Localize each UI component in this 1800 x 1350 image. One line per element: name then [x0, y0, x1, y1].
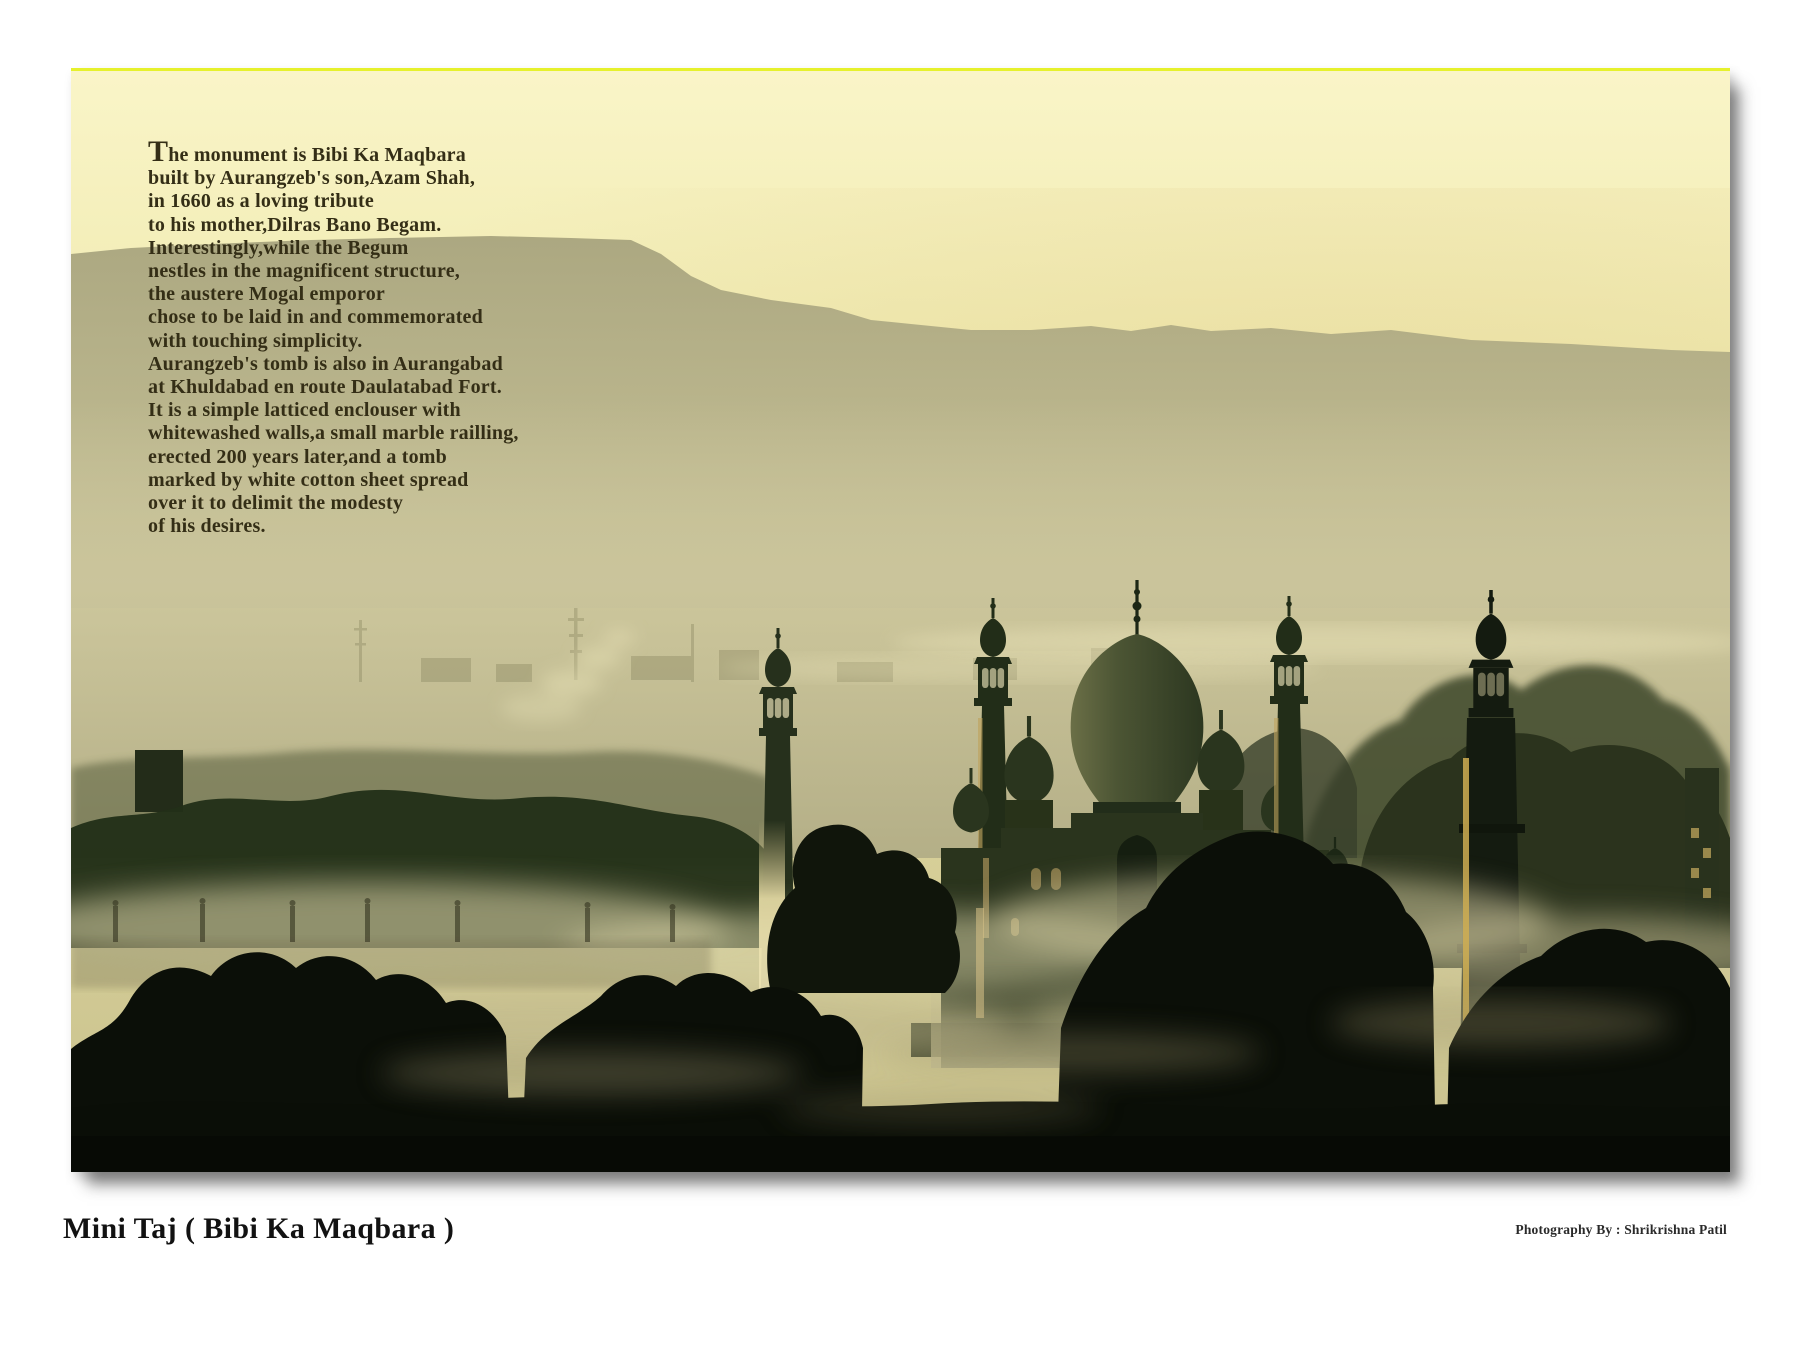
overlay-line: Interestingly,while the Begum [148, 236, 409, 259]
overlay-line: over it to delimit the modesty [148, 492, 404, 515]
photo-top-edge-line [71, 68, 1730, 71]
overlay-line: erected 200 years later,and a tomb [148, 445, 447, 468]
photo-overlay-text [148, 135, 708, 538]
bottom-band-dark [71, 1136, 1730, 1172]
photography-credit: Photography By : Shrikrishna Patil [1515, 1222, 1727, 1237]
overlay-line: to his mother,Dilras Bano Begam. [148, 213, 442, 236]
water-tank [135, 750, 183, 812]
overlay-line: whitewashed walls,a small marble railling, [148, 422, 519, 445]
overlay-line: chose to be laid in and commemorated [148, 306, 483, 329]
overlay-line: the austere Mogal emporor [148, 283, 385, 306]
right-edge-tower [1685, 768, 1719, 943]
overlay-line: The monument is Bibi Ka Maqbara [148, 135, 466, 168]
overlay-line: of his desires. [148, 515, 266, 538]
overlay-line: with touching simplicity. [148, 329, 363, 352]
overlay-line: marked by white cotton sheet spread [148, 468, 469, 491]
overlay-line: nestles in the magnificent structure, [148, 260, 460, 283]
overlay-line: Aurangzeb's tomb is also in Aurangabad [148, 352, 503, 375]
overlay-line: built by Aurangzeb's son,Azam Shah, [148, 167, 476, 190]
photo-title: Mini Taj ( Bibi Ka Maqbara ) [63, 1212, 455, 1245]
overlay-line: in 1660 as a loving tribute [148, 190, 374, 213]
photo [71, 68, 1730, 1172]
overlay-line: at Khuldabad en route Daulatabad Fort. [148, 376, 502, 399]
sunlit-edge-minaret-b [976, 908, 984, 1018]
overlay-line: It is a simple latticed enclouser with [148, 399, 461, 422]
